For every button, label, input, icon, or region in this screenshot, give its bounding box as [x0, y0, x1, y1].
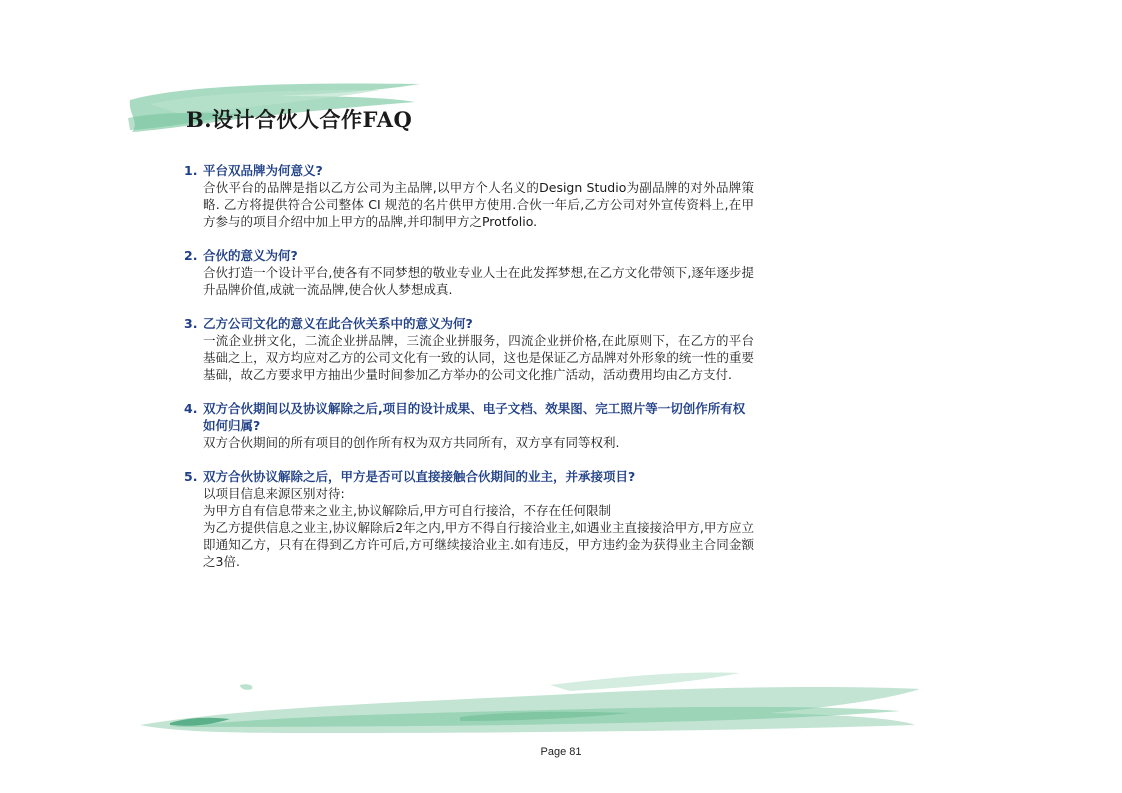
- faq-item-3: [184, 315, 754, 383]
- faq-answer-line: 以项目信息来源区别对待:: [203, 486, 345, 501]
- faq-question: [184, 247, 754, 264]
- faq-answer: 合伙平台的品牌是指以乙方公司为主品牌,以甲方个人名义的Design Studio为副品牌的对外品牌策略. 乙方将提供符合公司整体 CI 规范的名片供甲方使用.合伙一年后,乙方公司对外宣传资料上,在甲方参与的项目介绍中加上甲方的品牌,并印制甲方之Protfolio.: [203, 180, 754, 229]
- faq-item-1: [184, 162, 754, 230]
- faq-question-text: 双方合伙期间以及协议解除之后,项目的设计成果、电子文档、效果图、完工照片等一切创作所有权如何归属?: [203, 401, 746, 433]
- faq-list: [184, 162, 754, 587]
- faq-answer-line: 为乙方提供信息之业主,协议解除后2年之内,甲方不得自行接洽业主,如遇业主直接接洽甲方,甲方应立即通知乙方，只有在得到乙方许可后,方可继续接洽业主.如有违反，甲方违约金为获得业主合同金额之3倍.: [203, 520, 754, 569]
- faq-question: [184, 315, 754, 332]
- faq-question-text: 双方合伙协议解除之后，甲方是否可以直接接触合伙期间的业主，并承接项目?: [203, 469, 636, 484]
- brush-stroke-bottom-decoration: [130, 655, 930, 740]
- faq-question: [184, 162, 754, 179]
- faq-answer: 一流企业拼文化，二流企业拼品牌，三流企业拼服务，四流企业拼价格,在此原则下，在乙方的平台基础之上，双方均应对乙方的公司文化有一致的认同，这也是保证乙方品牌对外形象的统一性的重要基础，故乙方要求甲方抽出少量时间参加乙方举办的公司文化推广活动，活动费用均由乙方支付.: [203, 333, 754, 382]
- faq-answer-line: 为甲方自有信息带来之业主,协议解除后,甲方可自行接洽，不存在任何限制: [203, 503, 611, 518]
- faq-number: 2.: [184, 248, 198, 263]
- faq-number: 1.: [184, 163, 198, 178]
- faq-number: 5.: [184, 469, 198, 484]
- faq-question-text: 乙方公司文化的意义在此合伙关系中的意义为何?: [203, 316, 473, 331]
- faq-item-2: [184, 247, 754, 298]
- faq-answer: 双方合伙期间的所有项目的创作所有权为双方共同所有，双方享有同等权利.: [203, 435, 620, 450]
- faq-item-4: [184, 400, 754, 451]
- faq-question: [184, 468, 754, 485]
- faq-question-text: 合伙的意义为何?: [203, 248, 298, 263]
- faq-item-5: [184, 468, 754, 570]
- page-title: B.设计合伙人合作FAQ: [186, 107, 413, 132]
- faq-answer: [184, 485, 754, 570]
- faq-number: 3.: [184, 316, 198, 331]
- faq-number: 4.: [184, 401, 198, 416]
- faq-answer: 合伙打造一个设计平台,使各有不同梦想的敬业专业人士在此发挥梦想,在乙方文化带领下,逐年逐步提升品牌价值,成就一流品牌,使合伙人梦想成真.: [203, 265, 754, 297]
- page-number: Page 81: [540, 746, 582, 758]
- faq-question: [184, 400, 754, 434]
- faq-question-text: 平台双品牌为何意义?: [203, 163, 323, 178]
